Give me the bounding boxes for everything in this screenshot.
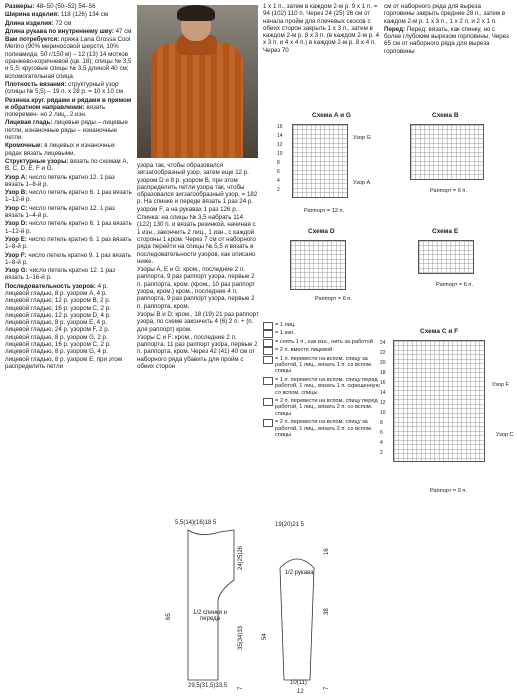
paragraph: узора так, чтобы образовался зигзагообразный узор, затем еще 12 р. узором D и 8 р. узором B, при этом распределить петли узора так, чтобы образовался зигзагообразный узор, = 182 р. На спинке и переде вязать 1 раз 24 р. узором F, а на рукавах 1 раз 126 р. xyxy=(137,162,258,213)
legend-item xyxy=(263,339,381,345)
scheme-e-grid xyxy=(418,240,474,274)
paragraph-heading: Длина рукава по внутреннему шву: xyxy=(5,27,114,35)
paragraph-text: число петель кратно 6. 1 раз вязать 1–12-й р. xyxy=(5,220,132,235)
paragraph-heading: Вам потребуется: xyxy=(5,36,60,44)
row-number: 20 xyxy=(380,360,386,366)
sleeve-top-measure: 19(20)21 5 xyxy=(275,522,305,528)
row-number: 24 xyxy=(380,340,386,346)
row-number: 10 xyxy=(277,151,283,157)
paragraph xyxy=(5,20,132,27)
paragraph-text: число петель кратно 12. 1 раз вязать 1–4-й р. xyxy=(5,204,115,220)
symbol-legend xyxy=(263,322,381,441)
legend-symbol-icon xyxy=(263,419,273,427)
legend-item xyxy=(263,419,381,438)
paragraph-text: число петель кратно 12. 1 раз вязать 1–8-й р. xyxy=(5,173,115,188)
scheme-d-title: Схема D xyxy=(308,228,335,235)
scheme-b-rapport: Раппорт = 6 п. xyxy=(430,188,467,194)
paragraph: Узоры C и F: кром., последние 2 п. раппорта, 11 раз раппорт узора, первые 2 п. раппорта, кром. Через 42 (41) 40 см от наборного ряда убавить для пройм с обеих сторон xyxy=(137,333,258,371)
legend-text: = 1 изн. xyxy=(275,330,295,337)
row-number: 2 xyxy=(380,450,383,456)
paragraph-heading: Резинка круг. рядами и рядами в прямом и обратном направлении: xyxy=(5,96,132,111)
legend-text: = 2 п. перевести на вспом. спицу за работой, 1 лиц., вязать 2 п. со вспом. спицы xyxy=(275,419,373,439)
paragraph-heading: Узор C: xyxy=(5,204,28,212)
row-number: 14 xyxy=(277,133,283,139)
paragraph-text: число петель кратно 12. 1 раз вязать 1–16-й р. xyxy=(5,267,116,282)
legend-text: = 1 лиц. xyxy=(275,322,296,328)
row-number: 14 xyxy=(380,390,386,396)
row-number: 2 xyxy=(277,187,280,193)
paragraph xyxy=(5,283,132,371)
scheme-cf-grid xyxy=(393,340,485,462)
paragraph: Узоры A, E и G: кром., последние 2 п. раппорта, 9 раз раппорт узора, первые 2 п. раппорта, кром. (кром., 10 раз раппорт узора, кром.) кром., последние 4 п. раппорта, 9 раз раппорт узора, первые 2 п. раппорта, кром. xyxy=(137,266,256,310)
sleeve-height-cuff: 7 xyxy=(324,686,330,690)
paragraph-heading: Лицевая гладь: xyxy=(5,119,53,127)
paragraph xyxy=(5,3,132,10)
legend-symbol-icon xyxy=(263,322,273,330)
legend-item xyxy=(263,330,381,336)
scheme-ag-grid xyxy=(292,124,348,198)
legend-item xyxy=(263,398,381,417)
scheme-cf-title: Схема C и F xyxy=(420,328,459,335)
paragraph-heading: Узор E: xyxy=(5,235,27,243)
legend-symbol-icon xyxy=(263,398,273,406)
instructions-left-column xyxy=(5,3,132,371)
row-number: 18 xyxy=(380,370,386,376)
row-number: 4 xyxy=(277,178,280,184)
scheme-ag-title: Схема A и G xyxy=(312,112,351,119)
row-number: 10 xyxy=(380,410,386,416)
paragraph-text: вязать по схемам A, B, C, D, E, F и G. xyxy=(5,157,129,173)
paragraph xyxy=(5,36,132,80)
legend-item xyxy=(263,377,381,396)
scheme-b-title: Схема B xyxy=(432,112,459,119)
scheme-d-rapport: Раппорт = 6 п. xyxy=(315,296,352,302)
uzor-c-label: Узор C xyxy=(496,432,514,438)
row-number: 12 xyxy=(380,400,386,406)
paragraph xyxy=(5,174,132,189)
paragraph-text: вязать поперемен- но 2 лиц., 2 изн. xyxy=(5,103,106,119)
body-top-measure: 5,5(14)(16)18 5 xyxy=(175,520,217,526)
row-number: 6 xyxy=(277,169,280,175)
sweater-image xyxy=(151,43,243,158)
model-photo xyxy=(137,5,258,158)
paragraph-heading: Последовательность узоров: xyxy=(5,282,96,290)
paragraph-heading: Ширина изделия: xyxy=(5,11,60,19)
legend-text: = 2 п. вместе лицевой xyxy=(275,347,333,354)
paragraph-text: число петель кратно 9. 1 раз вязать 1–8-й р. xyxy=(5,251,132,266)
paragraph-heading: Узор F: xyxy=(5,251,27,259)
row-number: 12 xyxy=(277,142,283,148)
paragraph-heading: Длина изделия: xyxy=(5,19,54,27)
row-number: 8 xyxy=(380,420,383,426)
paragraph-heading: Плотность вязания: xyxy=(5,80,67,88)
scheme-e-title: Схема E xyxy=(432,228,459,235)
paragraph xyxy=(5,81,132,96)
sleeve-height-total: 54 xyxy=(262,633,268,640)
legend-text: = 1 п. перевести на вспом. спицу за работой, 1 лиц., вязать 1 п. со вспом. спицы xyxy=(275,355,373,375)
paragraph xyxy=(5,205,132,220)
paragraph xyxy=(5,158,132,173)
row-number: 16 xyxy=(277,124,283,130)
legend-item xyxy=(263,347,381,353)
scheme-d-grid xyxy=(290,240,346,290)
paragraph xyxy=(5,119,132,141)
sleeve-bottom-measure: 10(11) xyxy=(290,680,307,686)
paragraph-heading: Размеры: xyxy=(5,3,35,10)
body-height-cuff: 7 xyxy=(238,686,244,690)
uzor-f-label: Узор F xyxy=(492,382,509,388)
row-number: 8 xyxy=(277,160,280,166)
body-pattern-label: 1/2 спинки и переда xyxy=(193,610,227,622)
sleeve-bottom-measure-2: 12 xyxy=(297,689,304,695)
uzor-a-label: Узор A xyxy=(353,180,371,186)
legend-text: = 2 п. перевести на вспом. спицу перед работой, 1 лиц., вязать 2 п. со вспом. спицы xyxy=(275,398,378,417)
paragraph-text: пряжа Lana Grossa Cool Merino (90% мериносовой шерсти, 10% полиамида; 50 г/150 м) – 12 (13) 14 мотков оранжево-коричневой (цв. 18); спицы № 3,5 и 5,5; круговые спицы № 3,5 длиной 40 см; вспомогательная спица. xyxy=(5,36,132,80)
paragraph-heading: Узор D: xyxy=(5,220,28,228)
legend-text: = 1 п. перевести на вспом. спицу перед работой, 1 лиц., вязать 1 п. скрещенную со вспом. спицы xyxy=(275,376,380,396)
legend-item xyxy=(263,322,381,328)
sleeve-height-side: 38 xyxy=(324,608,330,615)
sleeve-pattern-drawing xyxy=(262,520,332,696)
paragraph-heading: Узор A: xyxy=(5,173,28,181)
scheme-e-rapport: Раппорт = 6 п. xyxy=(436,282,473,288)
paragraph: Спинка: на спицы № 3,5 набрать 114 (122) 130 п. и вязать резинкой, начиная с 1 изн., закончить 2 лиц., 1 изн., с каждой стороны 1 кром. Через 7 см от наборного ряда перейти на спицы № 5,5 и вязать в последовательности узоров, как описано ниже. xyxy=(137,214,256,265)
body-bottom-measure: 29,5(31,5)33,5 xyxy=(188,683,228,689)
legend-symbol-icon xyxy=(263,356,273,364)
legend-symbol-icon xyxy=(263,347,273,355)
legend-symbol-icon xyxy=(263,330,273,338)
instructions-right-column-2: см от наборного ряда для выреза горловины закрыть средние 28 п., затем в каждом 2-м р. 1 х 3 п., 1 х 2 п. и 2 х 1 п. Перед: Перед: вязать, как спинку, но с более глубоким вырезом горловины. Через 65 см от наборного ряда для выреза горловины xyxy=(384,3,509,55)
legend-symbol-icon xyxy=(263,377,273,385)
row-number: 16 xyxy=(380,380,386,386)
row-number: 6 xyxy=(380,430,383,436)
scheme-ag-rapport: Раппорт = 12 п. xyxy=(304,208,345,214)
sleeve-height-top: 16 xyxy=(324,548,330,555)
row-number: 4 xyxy=(380,440,383,446)
legend-text: = снять 1 п., как изн., нить за работой xyxy=(275,338,373,345)
paragraph-text: структурный узор (спицы № 5,5) – 19 п. х 28 р. = 10 х 10 см xyxy=(5,80,123,96)
paragraph-text: 48–50 (50–52) 54–56 xyxy=(34,3,96,10)
paragraph-text: 72 см xyxy=(53,19,72,27)
paragraph xyxy=(5,11,132,18)
paragraph-heading: Узор B: xyxy=(5,189,28,197)
paragraph-text: 47 см xyxy=(113,27,132,35)
paragraph xyxy=(5,142,132,157)
body-height-armhole: 24(25)26 xyxy=(238,545,244,570)
paragraph xyxy=(5,267,132,282)
paragraph xyxy=(5,252,132,267)
paragraph xyxy=(5,28,132,35)
paragraph-heading: Кромочные: xyxy=(5,142,43,150)
paragraph-text: 118 (126) 134 см xyxy=(59,11,109,19)
paragraph xyxy=(5,189,132,204)
paragraph xyxy=(5,97,132,119)
row-number: 22 xyxy=(380,350,386,356)
scheme-b-grid xyxy=(410,124,484,180)
paragraph-heading: Узор G: xyxy=(5,267,28,275)
scheme-cf-rapport: Раппорт = 9 п. xyxy=(430,488,467,494)
paragraph-heading: Структурные узоры: xyxy=(5,157,69,165)
paragraph-text: число петель кратно 6. 1 раз вязать 1–12-й р. xyxy=(5,189,132,204)
paragraph-text: число петель кратно 6. 1 раз вязать 1–8-й р. xyxy=(5,235,132,251)
paragraph xyxy=(5,220,132,235)
paragraph-text: 4 р. лицевой гладью, 8 р. узором A, 4 р. лицевой гладью, 12 р. узором B, 2 р. лицевой гладью, 16 р. узором C, 2 р. лицевой гладью, 12 р. узором D, 4 р. лицевой гладью, 8 р. узором E, 4 р. лицевой гладью, 24 р. узором F, 2 р. лицевой гладью, 8 р. узором G, 2 р. лицевой гладью, 16 р. узором C, 2 р. лицевой гладью, 8 р. узором G, 4 р. лицевой гладью, 8 р. узором E, при этом распределить петли xyxy=(5,282,123,370)
body-height-total: 65 xyxy=(166,613,172,620)
instructions-right-column-1: 1 х 1 п., затем в каждом 2-м р. 9 х 1 п. = 94 (102) 110 п. Через 24 (25) 26 см от начала пройм для плечевых скосов с обеих сторон закрыть 1 х 3 п., затем в каждом 2-м р. 8 х 3 п. (в каждом 2-м р. 4 х 3 п. и 4 х 4 п.) в каждом 2-м р. 8 х 4 п. Через 70 xyxy=(263,3,380,54)
paragraph-text: в лицевых и изнаночных рядах вязать лицевыми. xyxy=(5,142,115,157)
paragraph: Узоры B и D: кром., 18 (19) 21 раз раппорт узора, по схеме закончить 4 (6) 2 п. + (п. для раппорт) кром. xyxy=(137,310,259,333)
body-pattern-drawing xyxy=(160,520,260,696)
paragraph xyxy=(5,236,132,251)
legend-symbol-icon xyxy=(263,339,273,347)
sleeve-pattern-label: 1/2 рукава xyxy=(284,570,314,576)
legend-item xyxy=(263,356,381,375)
paragraph-text: лицевые ряды – лицевые петли, изнаночные ряды – изнаночные петли. xyxy=(5,119,128,142)
instructions-middle-column xyxy=(137,162,259,371)
body-height-side: 35(34)33 xyxy=(238,625,244,650)
uzor-g-label: Узор G xyxy=(353,135,371,141)
